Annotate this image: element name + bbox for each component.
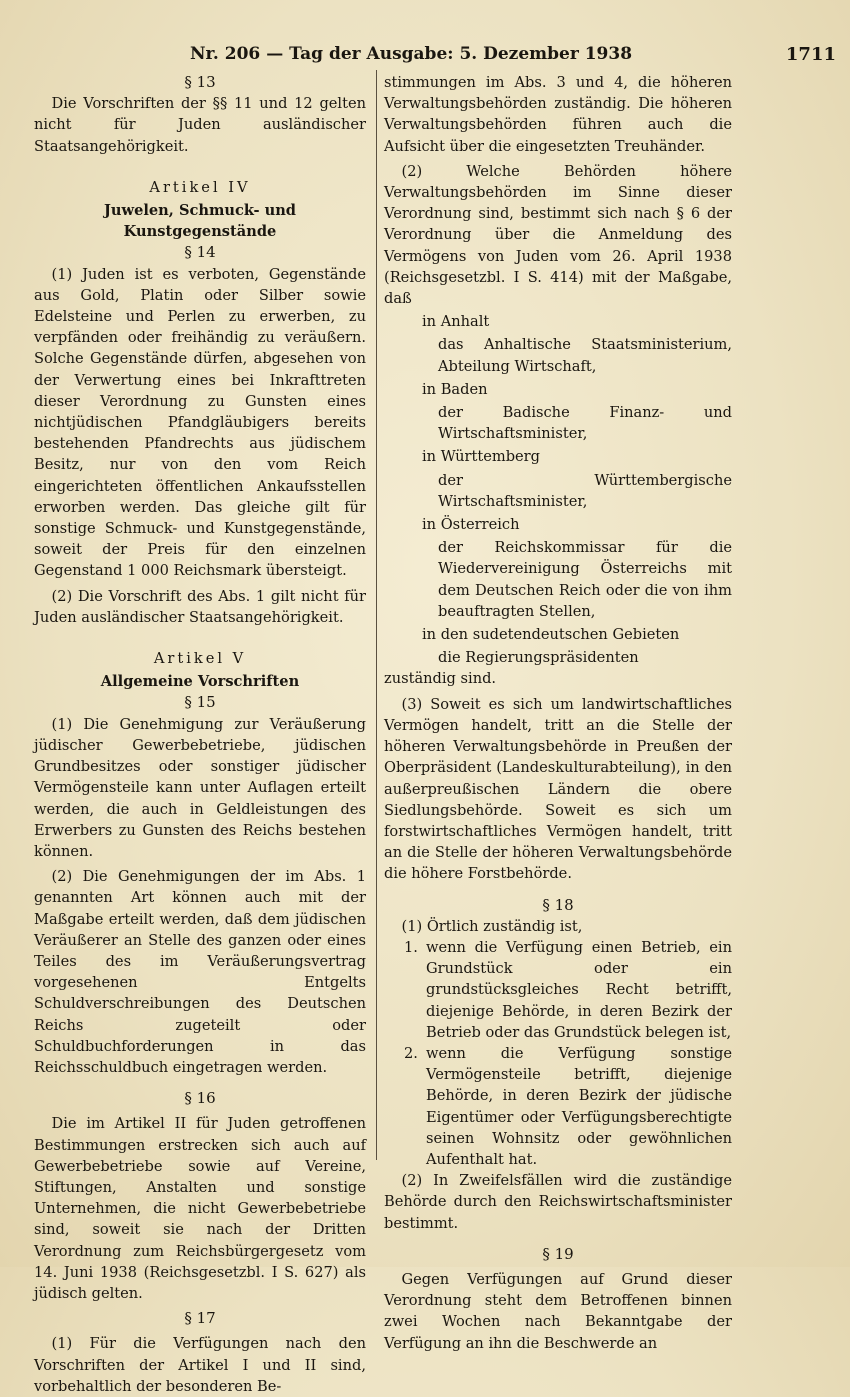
left-column — [34, 72, 366, 1397]
item-text: wenn die Verfügung einen Betrieb, ein Grundstück oder ein grundstücksgleiches Recht betrifft, diejenige Behörde, in deren Bezirk der Betrieb oder das Grundstück belegen ist, — [426, 938, 732, 1041]
authority-office: der Württembergische Wirtschaftsminister, — [438, 471, 732, 510]
item-number: 1. — [404, 938, 418, 956]
authority-state: in den sudetendeutschen Gebieten — [422, 626, 680, 644]
issue-number: Nr. 206 — [190, 44, 261, 64]
authority-list — [384, 311, 732, 668]
section-15-para-1: (1) Die Genehmigung zur Veräußerung jüdischer Gewerbebetriebe, jüdischen Grundbesitzes oder sonstiger jüdischer Vermögensteile kann unter Auflagen erteilt werden, die auch in Geldleistungen des Erwerbers zu Gunsten des Reichs bestehen können. — [34, 715, 366, 860]
item-text: wenn die Verfügung sonstige Vermögensteile betrifft, diejenige Behörde, in deren Bezirk der jüdische Eigentümer oder Verfügungsberechtigte seinen Wohnsitz oder gewöhnlichen Aufenthalt hat. — [426, 1044, 732, 1168]
section-19-title: § 19 — [542, 1244, 574, 1263]
section-17-para-3: (3) Soweit es sich um landwirtschaftliches Vermögen handelt, tritt an die Stelle der höheren Verwaltungsbehörde in Preußen der Oberpräsident (Landeskulturabteilung), in den außerpreußischen Ländern die obere Siedlungsbehörde. Soweit es sich um forstwirtschaftliches Vermögen handelt, tritt an die Stelle der höheren Verwaltungsbehörde die höhere Forstbehörde. — [384, 695, 732, 883]
section-14-para-1: (1) Juden ist es verboten, Gegenstände aus Gold, Platin oder Silber sowie Edelsteine und Perlen zu erwerben, zu verpfänden oder freihändig zu veräußern. Solche Gegenstände dürfen, abgesehen von der Verwertung eines bei Inkrafttreten dieser Verordnung zu Gunsten eines nichtjüdischen Pfandgläubigers bereits bestehenden Pfandrechts aus jüdischem Besitz, nur von den vom Reich eingerichteten öffentlichen Ankaufsstellen erworben werden. Das gleiche gilt für sonstige Schmuck- und Kunstgegenstände, soweit der Preis für den einzelnen Gegenstand 1 000 Reichsmark übersteigt. — [34, 265, 366, 580]
section-17-title: § 17 — [184, 1309, 216, 1328]
authority-office: das Anhaltische Staatsministerium, Abteilung Wirtschaft, — [438, 336, 732, 375]
section-16-title: § 16 — [184, 1089, 216, 1108]
authority-office: der Reichskommissar für die Wiedervereinigung Österreichs mit dem Deutschen Reich oder die von ihm beauftragten Stellen, — [438, 539, 732, 620]
section-18-title: § 18 — [542, 895, 574, 914]
article-4-heading: Juwelen, Schmuck- und Kunstgegenstände — [103, 202, 297, 241]
header-separator: — — [266, 44, 284, 64]
section-17-para-2: (2) Welche Behörden höhere Verwaltungsbehörden im Sinne dieser Verordnung sind, bestimmt sich nach § 6 der Verordnung über die Anmeldung des Vermögens von Juden vom 26. April 1938 (Reichsgesetzbl. I S. 414) mit der Maßgabe, daß — [384, 162, 732, 308]
authority-state: in Württemberg — [422, 448, 540, 466]
header-line — [190, 44, 632, 64]
section-16-para-1: Die im Artikel II für Juden getroffenen Bestimmungen erstrecken sich auch auf Gewerbebetriebe sowie auf Vereine, Stiftungen, Anstalten und sonstige Unternehmen, die nicht Gewerbebetriebe sind, soweit sie nach der Dritten Verordnung zum Reichsbürgergesetz vom 14. Juni 1938 (Reichsgesetzbl. I S. 627) als jüdisch gelten. — [34, 1115, 366, 1302]
authority-office: der Badische Finanz- und Wirtschaftsminister, — [438, 404, 732, 443]
section-17-para-1: (1) Für die Verfügungen nach den Vorschriften der Artikel I und II sind, vorbehaltlich der besonderen Be- — [34, 1335, 366, 1395]
section-14-para-2: (2) Die Vorschrift des Abs. 1 gilt nicht für Juden ausländischer Staatsangehörigkeit. — [34, 587, 366, 626]
right-column — [384, 72, 732, 1354]
item-number: 2. — [404, 1044, 418, 1062]
section-18-para-2: (2) In Zweifelsfällen wird die zuständige Behörde durch den Reichswirtschaftsminister bestimmt. — [384, 1172, 732, 1232]
section-18-item — [384, 1043, 732, 1170]
section-14-title: § 14 — [184, 243, 216, 262]
article-5-heading: Allgemeine Vorschriften — [100, 673, 300, 691]
article-4-title: Artikel IV — [149, 178, 251, 196]
section-13-title: § 13 — [184, 73, 216, 91]
page-header — [190, 44, 836, 74]
section-17-continuation: stimmungen im Abs. 3 und 4, die höheren Verwaltungsbehörden zuständig. Die höheren Verwaltungsbehörden führen auch die Aufsicht über die eingesetzten Treuhänder. — [384, 74, 732, 155]
column-divider — [376, 70, 377, 1160]
page-number: 1711 — [785, 44, 836, 65]
section-13-text: Die Vorschriften der §§ 11 und 12 gelten nicht für Juden ausländischer Staatsangehörigkeit. — [34, 95, 366, 155]
article-5-title: Artikel V — [153, 650, 247, 668]
section-19-para-1: Gegen Verfügungen auf Grund dieser Verordnung steht dem Betroffenen binnen zwei Wochen nach Bekanntgabe der Verfügung an ihn die Beschwerde an — [384, 1270, 732, 1352]
section-15-title: § 15 — [184, 693, 216, 712]
competent-tail: zuständig sind. — [384, 670, 497, 688]
section-15-para-2: (2) Die Genehmigungen der im Abs. 1 genannten Art können auch mit der Maßgabe erteilt werden, daß dem jüdischen Veräußerer an Stelle des ganzen oder eines Teiles des im Veräußerungsvertrag vorgesehenen Entgelts Schuldverschreibungen des Deutschen Reichs zugeteilt oder Schuldbuchforderungen in das Reichsschuldbuch eingetragen werden. — [34, 868, 366, 1076]
section-18-item — [384, 937, 732, 1043]
issue-date: Tag der Ausgabe: 5. Dezember 1938 — [289, 44, 633, 64]
authority-state: in Baden — [422, 380, 488, 398]
authority-office: die Regierungspräsidenten — [438, 649, 639, 667]
section-18-para-1: (1) Örtlich zuständig ist, — [401, 917, 583, 935]
authority-state: in Österreich — [422, 516, 520, 534]
authority-state: in Anhalt — [422, 313, 490, 331]
